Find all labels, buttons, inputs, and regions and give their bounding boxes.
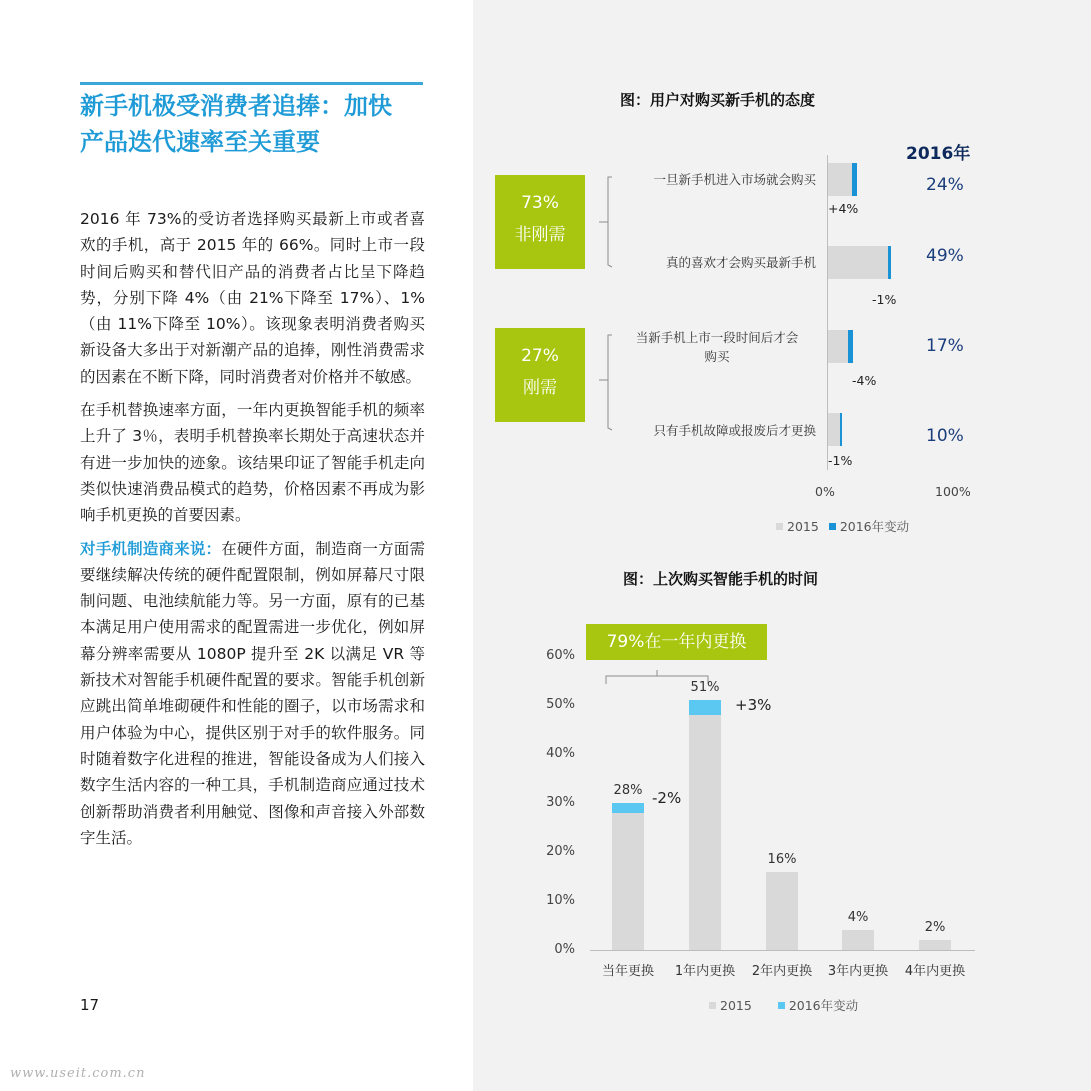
legend-swatch-2015 [709, 1002, 716, 1009]
legend-swatch-2015 [776, 523, 783, 530]
x-category-label: 4年内更换 [904, 964, 966, 979]
delta-label: +3% [735, 696, 772, 714]
question-label: 当新手机上市一段时间后才会 购买 [635, 330, 799, 364]
bar-2016-change [888, 246, 891, 279]
question-label: 一旦新手机进入市场就会购买 [653, 172, 816, 187]
bar-2015 [827, 163, 852, 196]
legend-label-change: 2016年变动 [839, 519, 910, 534]
y-tick-label: 0% [554, 942, 575, 957]
bar-2015 [827, 246, 888, 279]
paragraph-2: 在手机替换速率方面，一年内更换智能手机的频率上升了 3％，表明手机替换率长期处于高速状态并有进一步加快的迹象。该结果印证了智能手机走向类似快速消费品模式的趋势，价格因素不再成为影响手机更换的首要因素。 [80, 401, 425, 525]
x-category-label: 2年内更换 [751, 964, 813, 979]
paragraph-3-lead: 对手机制造商来说： [80, 539, 222, 558]
value-label: 2% [924, 920, 946, 936]
group-box-pct: 73% [521, 193, 559, 213]
headline-line2: 产品迭代速率至关重要 [80, 128, 320, 156]
legend-label-2015: 2015 [720, 997, 752, 1013]
page-number: 17 [80, 996, 100, 1014]
bar-2015 [827, 413, 840, 446]
paragraph-1: 2016 年 73%的受访者选择购买最新上市或者喜欢的手机，高于 2015 年的 66%。同时上市一段时间后购买和替代旧产品的消费者占比呈下降趋势，分别下降 4%（由 21%下降至 17%）、1%（由 11%下降至 10%）。该现象表明消费者购买新设备大多出于对新潮产品的追捧，刚性消费需求的因素在不断下降，同时消费者对价格并不敏感。 [80, 210, 425, 386]
paragraph-3-body: 在硬件方面，制造商一方面需要继续解决传统的硬件配置限制，例如屏幕尺寸限制问题、电池续航能力等。另一方面，原有的已基本满足用户使用需求的配置需进一步优化，例如屏幕分辨率需要从 1080P 提升至 2K 以满足 VR 等新技术对智能手机硬件配置的要求。智能手机创新应跳出简单堆砌硬件和性能的圈子，以市场需求和用户体验为中心，提供区别于对手的软件服务。同时随着数字化进程的推进，智能设备成为人们接入数字生活内容的一种工具，手机制造商应通过技术创新帮助消费者利用触觉、图像和声音接入外部数字生活。 [80, 539, 425, 847]
bar-2015 [612, 813, 644, 950]
bar-2016-change [848, 330, 853, 363]
x-category-label: 当年更换 [601, 964, 654, 979]
value-2016-label: 17% [926, 336, 964, 356]
question-label: 只有手机故障或报废后才更换 [653, 423, 816, 438]
value-label: 16% [767, 851, 797, 867]
chart1-title: 图：用户对购买新手机的态度 [620, 91, 816, 109]
chart1-axis-min: 0% [815, 484, 835, 499]
chart1-year-head: 2016年 [906, 144, 971, 164]
legend-label-2015: 2015 [787, 518, 819, 534]
bar-2016-change [689, 700, 721, 715]
value-2016-label: 49% [926, 246, 964, 266]
chart1-axis-max: 100% [935, 484, 971, 499]
value-2016-label: 10% [926, 426, 964, 446]
x-category-label: 1年内更换 [674, 964, 736, 979]
group-box-label: 刚需 [523, 378, 557, 398]
legend-swatch-change [778, 1002, 785, 1009]
headline [80, 88, 430, 160]
bar-2016-change [852, 163, 857, 196]
top-rule [80, 82, 423, 85]
y-tick-label: 50% [546, 697, 575, 712]
group-box-label: 非刚需 [514, 225, 566, 245]
value-2016-label: 24% [926, 175, 964, 195]
y-tick-label: 60% [546, 648, 575, 663]
chart2-callout: 79%在一年内更换 [586, 624, 767, 660]
bar-2015 [919, 940, 951, 950]
bar-2016-change [840, 413, 843, 446]
bracket-lower [608, 335, 612, 430]
chart2-title: 图：上次购买智能手机的时间 [623, 570, 819, 588]
delta-label: -4% [852, 373, 877, 388]
chart2-legend [709, 996, 858, 1014]
y-tick-label: 40% [546, 746, 575, 761]
chart1-legend [776, 517, 909, 535]
x-axis-line [590, 950, 975, 951]
delta-label: -2% [652, 789, 682, 807]
delta-label: +4% [828, 201, 859, 216]
watermark: www.useit.com.cn [10, 1066, 146, 1081]
y-tick-label: 30% [546, 795, 575, 810]
bar-2015 [689, 715, 721, 950]
headline-line1: 新手机极受消费者追捧：加快 [80, 92, 392, 120]
y-tick-label: 20% [546, 844, 575, 859]
delta-label: -1% [828, 453, 853, 468]
group-box-non-essential [495, 175, 585, 269]
value-label: 28% [613, 783, 643, 798]
group-box-pct: 27% [521, 346, 559, 366]
x-category-label: 3年内更换 [827, 964, 889, 979]
legend-swatch-change [829, 523, 836, 530]
group-box-essential [495, 328, 585, 422]
group-brackets [590, 160, 630, 440]
bar-2015 [827, 330, 848, 363]
body-text [80, 206, 425, 858]
bar-2015 [766, 872, 798, 950]
bar-2015 [842, 930, 874, 950]
paragraph-3 [80, 536, 425, 852]
bar-2016-change [612, 803, 644, 813]
question-label: 真的喜欢才会购买最新手机 [665, 255, 816, 270]
value-label: 51% [690, 680, 720, 696]
chart1-axis-line [827, 155, 828, 470]
value-label: 4% [847, 910, 869, 926]
bracket-upper [608, 177, 612, 267]
y-tick-label: 10% [546, 893, 575, 908]
legend-label-change: 2016年变动 [788, 998, 859, 1013]
delta-label: -1% [872, 292, 897, 307]
